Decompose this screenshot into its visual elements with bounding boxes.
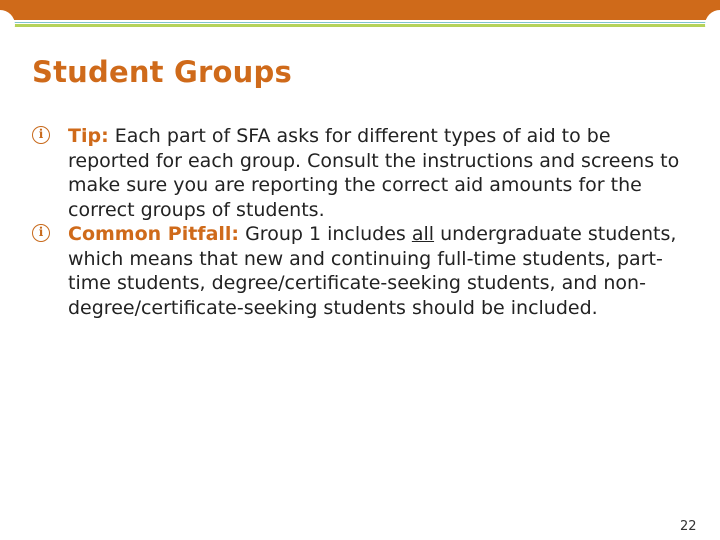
header-bar bbox=[0, 0, 720, 20]
slide-title: Student Groups bbox=[32, 55, 292, 89]
info-icon: i bbox=[32, 126, 50, 144]
bullet-text-after: undergraduate students, which means that new and continuing full-time students, part-time students, degree/certificate-seeking students, and non-degree/certificate-seeking students should be included. bbox=[68, 223, 677, 319]
bullet-lead-label: Common Pitfall: bbox=[68, 223, 240, 245]
bullet-lead-label: Tip: bbox=[68, 125, 109, 147]
bullet-text: Each part of SFA asks for different types of aid to be reported for each group. Consult the instructions and screens to make sure you are reporting the correct aid amounts for the correct groups of students. bbox=[68, 125, 680, 221]
bullet-underlined-word: all bbox=[411, 223, 435, 245]
header-stripe bbox=[0, 20, 720, 28]
info-icon: i bbox=[32, 224, 50, 242]
bullet-common-pitfall bbox=[32, 222, 697, 320]
bullet-list bbox=[32, 124, 697, 320]
bullet-text-before: Group 1 includes bbox=[239, 223, 412, 245]
bullet-tip bbox=[32, 124, 697, 222]
page-number: 22 bbox=[680, 519, 697, 534]
